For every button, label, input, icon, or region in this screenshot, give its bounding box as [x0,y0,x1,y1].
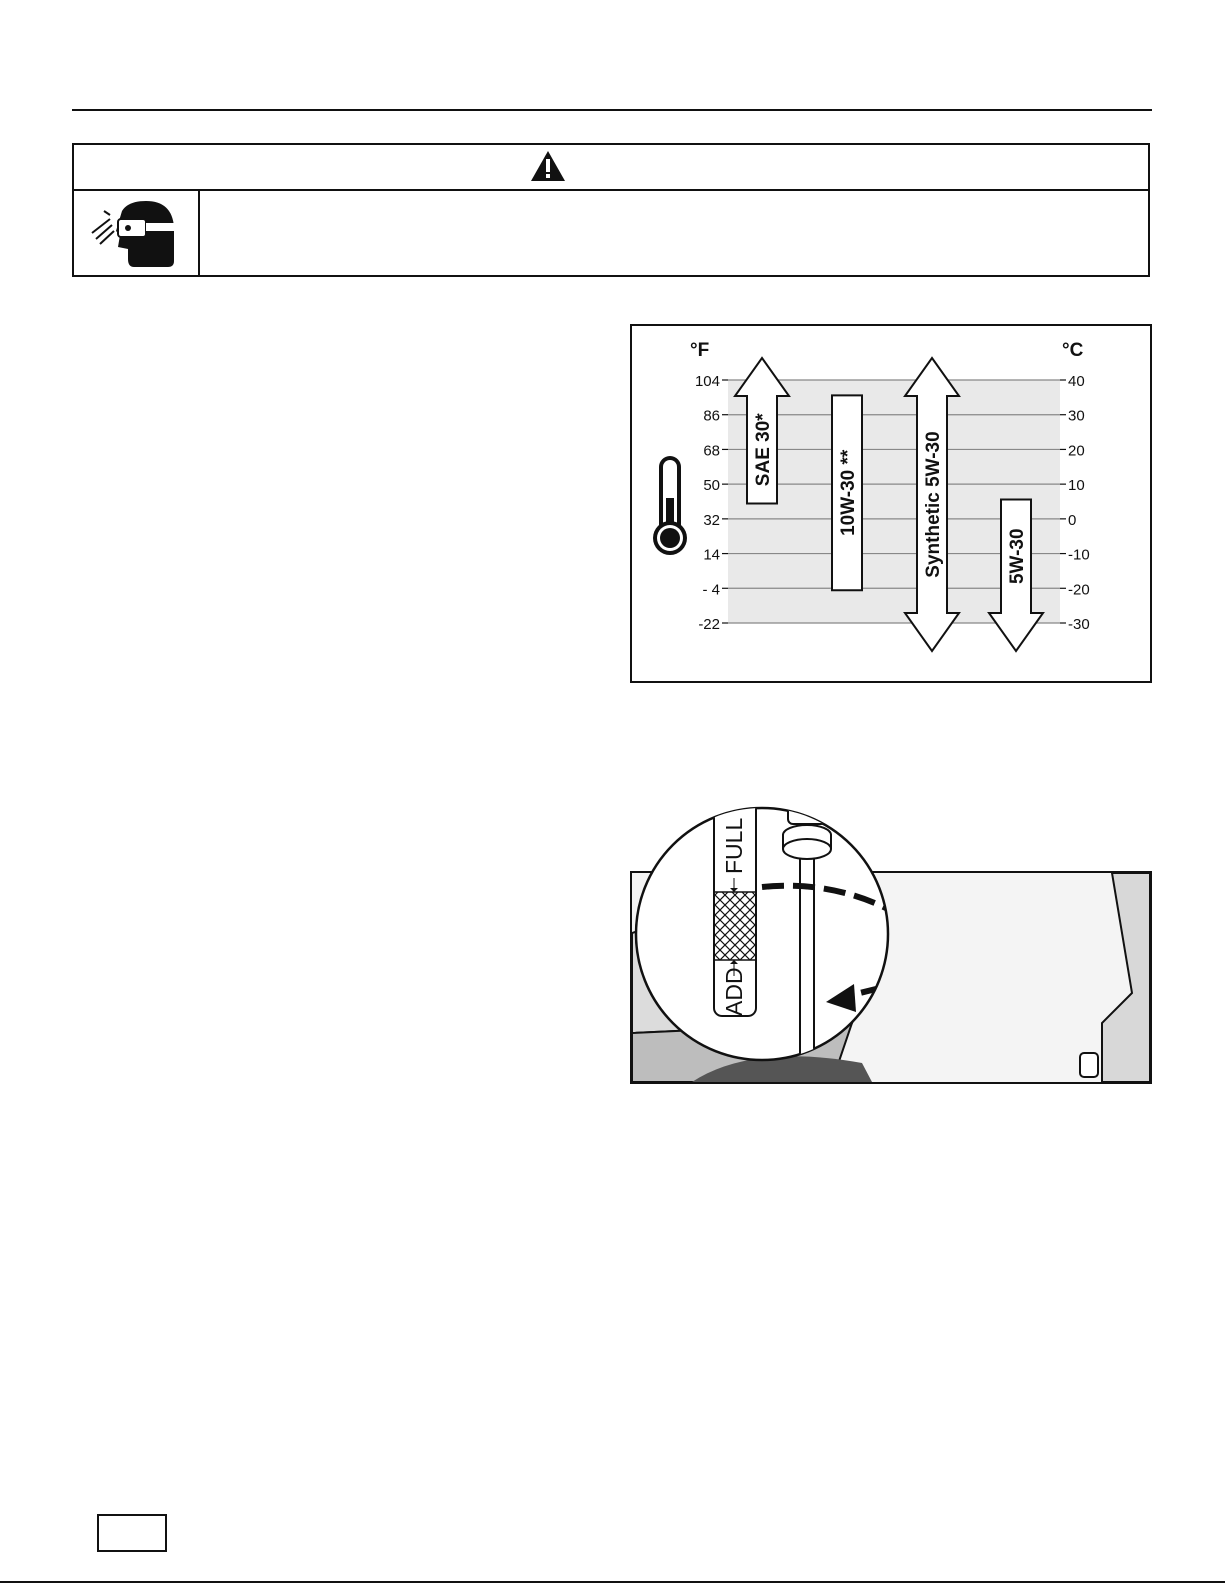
chart-right-tick-label: -20 [1068,581,1090,599]
chart-left-tick-label: 32 [703,511,720,529]
page-number-box [97,1514,167,1552]
full-level-label: FULL [721,817,747,874]
chart-series-label: 5W-30 [1007,528,1028,585]
chart-series-label: Synthetic 5W-30 [923,431,944,578]
chart-left-tick-label: 68 [703,442,720,460]
celsius-unit-label: °C [1062,340,1084,361]
warning-box [72,143,1150,277]
oil-viscosity-chart-panel [630,324,1152,683]
chart-right-tick-label: -10 [1068,546,1090,564]
chart-left-tick-label: 14 [703,546,720,564]
chart-left-tick-label: -22 [698,616,720,633]
chart-right-tick-label: 10 [1068,477,1085,495]
chart-series-label: SAE 30* [753,413,774,487]
warning-icon-cell [74,189,200,275]
thermometer-icon [653,456,687,555]
warning-header [74,145,1148,191]
dipstick-magnified-view [630,790,920,1080]
fahrenheit-unit-label: °F [690,340,710,361]
chart-right-tick-label: 30 [1068,407,1085,425]
chart-series-label: 10W-30 ** [838,449,859,536]
chart-left-tick-label: 86 [703,407,720,425]
add-level-label: ADD [721,967,747,1016]
chart-left-tick-label: 104 [694,373,720,390]
chart-right-tick-label: 0 [1068,511,1077,529]
chart-left-tick-label: 50 [703,477,720,495]
chart-left-tick-label: - 4 [702,581,720,599]
chart-right-tick-label: -30 [1068,616,1090,633]
oil-viscosity-chart [632,326,1150,681]
chart-right-tick-label: 40 [1068,373,1085,390]
warning-triangle-icon [530,150,566,182]
header-rule [72,109,1152,111]
footer-rule [0,1581,1225,1583]
safety-goggles-icon [88,197,180,269]
chart-right-tick-label: 20 [1068,442,1085,460]
